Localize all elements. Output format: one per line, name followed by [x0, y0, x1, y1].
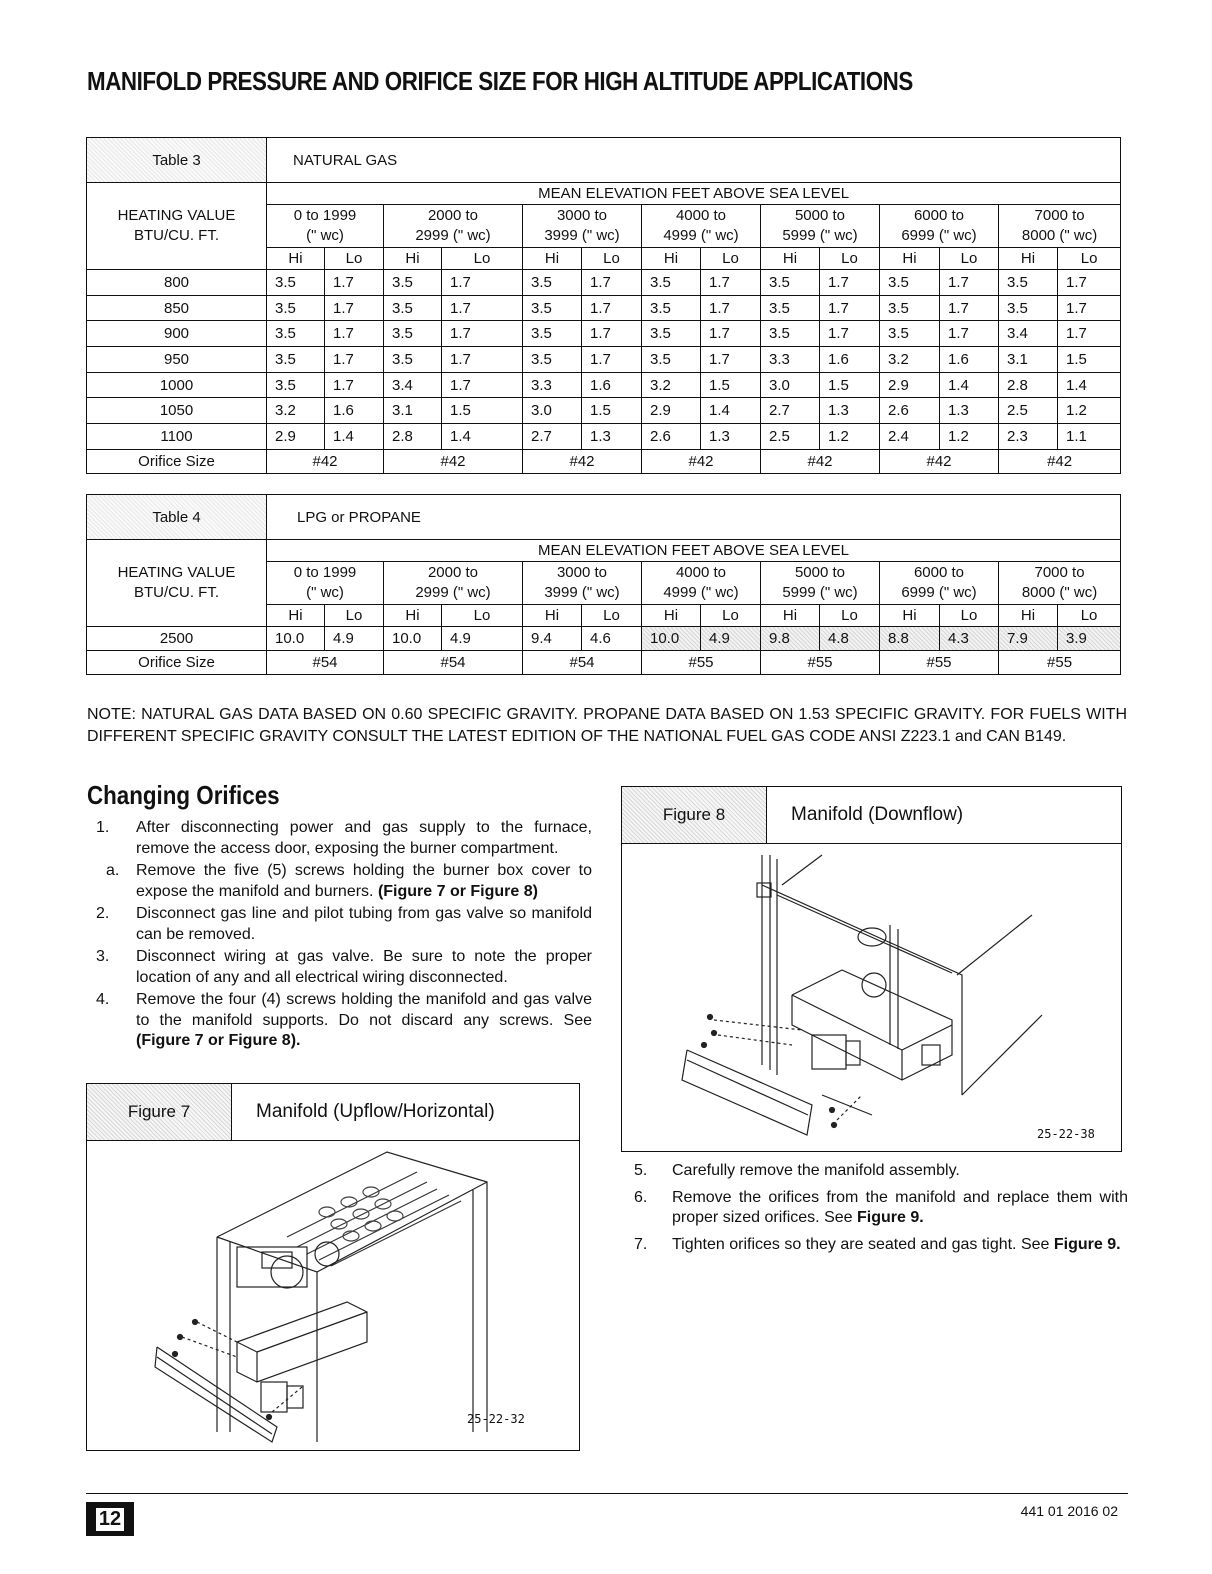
heating-value-cell: 800: [87, 270, 267, 296]
pressure-cell: 2.7: [761, 398, 820, 424]
pressure-cell: 1.7: [325, 295, 384, 321]
pressure-cell: 1.7: [442, 347, 523, 373]
page-number: 12: [86, 1502, 134, 1536]
pressure-cell: 1.4: [325, 424, 384, 450]
pressure-cell: 2.5: [999, 398, 1058, 424]
pressure-cell: 1.3: [940, 398, 999, 424]
table-row: [87, 321, 1121, 347]
pressure-cell: 1.4: [1058, 372, 1121, 398]
figure-8: [621, 786, 1122, 1152]
lo-header: Lo: [701, 605, 761, 627]
lo-header: Lo: [442, 605, 523, 627]
pressure-cell: 1.1: [1058, 424, 1121, 450]
heating-value-cell: 950: [87, 347, 267, 373]
elevation-range-3: 4000 to 4999 (" wc): [642, 205, 761, 248]
step-1: 1. After disconnecting power and gas supply to the furnace, remove the access door, exposing the burner compartment.: [96, 819, 592, 857]
orifice-size-cell: #42: [384, 449, 523, 473]
orifice-size-cell: #55: [880, 651, 999, 675]
pressure-cell: 1.6: [325, 398, 384, 424]
pressure-cell: 1.2: [940, 424, 999, 450]
orifice-size-cell: #42: [523, 449, 642, 473]
pressure-cell: 4.9: [325, 627, 384, 651]
pressure-cell: 1.7: [701, 347, 761, 373]
elevation-range-5: 6000 to 6999 (" wc): [880, 205, 999, 248]
pressure-cell: 1.7: [442, 321, 523, 347]
elevation-range-4: 5000 to 5999 (" wc): [761, 205, 880, 248]
pressure-cell: 3.5: [523, 347, 582, 373]
orifice-size-cell: #42: [880, 449, 999, 473]
lo-header: Lo: [325, 605, 384, 627]
pressure-cell: 1.7: [582, 321, 642, 347]
pressure-cell: 10.0: [267, 627, 325, 651]
orifice-size-cell: #42: [642, 449, 761, 473]
heating-value-cell: 2500: [87, 627, 267, 651]
figure8-label: Figure 8: [622, 787, 767, 843]
orifice-size-cell: #42: [267, 449, 384, 473]
figure8-manifold-drawing: [622, 845, 1121, 1147]
hi-header: Hi: [761, 605, 820, 627]
pressure-cell: 3.2: [267, 398, 325, 424]
hi-header: Hi: [384, 248, 442, 270]
pressure-cell: 1.5: [701, 372, 761, 398]
table-row: [87, 424, 1121, 450]
pressure-cell: 1.7: [1058, 321, 1121, 347]
pressure-cell: 2.3: [999, 424, 1058, 450]
document-number: 441 01 2016 02: [1020, 1503, 1118, 1519]
pressure-cell: 1.7: [1058, 270, 1121, 296]
pressure-cell: 1.7: [442, 372, 523, 398]
step-4: 4. Remove the four (4) screws holding the manifold and gas valve to the manifold supports. Do not discard any screws. See (Figure 7 or Figure 8).: [96, 991, 592, 1049]
figure-ref: (Figure 7 or Figure 8).: [136, 1032, 301, 1049]
orifice-size-cell: #42: [999, 449, 1121, 473]
elevation-range-0: 0 to 1999 (" wc): [267, 562, 384, 605]
orifice-size-cell: #54: [267, 651, 384, 675]
table3-label: Table 3: [87, 138, 267, 183]
orifice-size-cell: #54: [523, 651, 642, 675]
elevation-range-4: 5000 to 5999 (" wc): [761, 562, 880, 605]
heating-value-cell: 1050: [87, 398, 267, 424]
pressure-cell: 4.6: [582, 627, 642, 651]
hi-header: Hi: [523, 248, 582, 270]
hi-header: Hi: [999, 605, 1058, 627]
pressure-cell: 3.1: [384, 398, 442, 424]
hi-header: Hi: [880, 605, 940, 627]
figure7-label: Figure 7: [87, 1084, 232, 1140]
pressure-cell: 2.9: [642, 398, 701, 424]
pressure-cell: 2.9: [880, 372, 940, 398]
note-text: NOTE: NATURAL GAS DATA BASED ON 0.60 SPECIFIC GRAVITY. PROPANE DATA BASED ON 1.53 SPECIFIC GRAVITY. FOR FUELS WITH DIFFERENT SPECIFIC GRAVITY CONSULT THE LATEST EDITION OF THE NATIONAL FUEL GAS CODE ANSI Z223.1 and CAN B149.: [87, 706, 1127, 745]
table-row: [87, 627, 1121, 651]
pressure-cell: 3.0: [761, 372, 820, 398]
pressure-cell: 1.4: [442, 424, 523, 450]
pressure-cell: 1.7: [701, 295, 761, 321]
pressure-cell: 9.4: [523, 627, 582, 651]
lo-header: Lo: [442, 248, 523, 270]
pressure-cell: 3.5: [267, 372, 325, 398]
pressure-cell: 4.8: [820, 627, 880, 651]
hi-header: Hi: [523, 605, 582, 627]
figure-ref: Figure 9.: [1053, 1235, 1121, 1253]
steps-left: [96, 818, 592, 1054]
orifice-row: [87, 449, 1121, 473]
lo-header: Lo: [325, 248, 384, 270]
pressure-cell: 3.5: [267, 347, 325, 373]
lo-header: Lo: [1058, 605, 1121, 627]
pressure-cell: 1.4: [940, 372, 999, 398]
heating-value-cell: 1000: [87, 372, 267, 398]
table4-hv-header: HEATING VALUE BTU/CU. FT.: [87, 540, 267, 627]
table4-elevation-header: MEAN ELEVATION FEET ABOVE SEA LEVEL: [267, 540, 1121, 562]
pressure-cell: 2.9: [267, 424, 325, 450]
pressure-cell: 3.5: [523, 295, 582, 321]
pressure-cell: 3.5: [999, 295, 1058, 321]
pressure-cell: 1.5: [1058, 347, 1121, 373]
footer-rule: [86, 1493, 1128, 1494]
pressure-cell: 2.6: [880, 398, 940, 424]
pressure-cell: 1.3: [701, 424, 761, 450]
pressure-cell: 3.5: [880, 295, 940, 321]
pressure-cell: 3.3: [761, 347, 820, 373]
hi-header: Hi: [267, 248, 325, 270]
pressure-cell: 3.5: [880, 321, 940, 347]
pressure-cell: 1.7: [325, 321, 384, 347]
elevation-range-3: 4000 to 4999 (" wc): [642, 562, 761, 605]
pressure-cell: 1.7: [442, 270, 523, 296]
pressure-cell: 2.8: [999, 372, 1058, 398]
pressure-cell: 1.5: [820, 372, 880, 398]
pressure-cell: 3.5: [761, 270, 820, 296]
table-natural-gas: [86, 137, 1121, 474]
section-title: Changing Orifices: [87, 780, 280, 810]
elevation-range-5: 6000 to 6999 (" wc): [880, 562, 999, 605]
pressure-cell: 1.7: [701, 270, 761, 296]
pressure-cell: 2.7: [523, 424, 582, 450]
table-propane: [86, 494, 1121, 675]
pressure-cell: 3.5: [523, 270, 582, 296]
pressure-cell: 3.5: [523, 321, 582, 347]
elevation-range-6: 7000 to 8000 (" wc): [999, 205, 1121, 248]
orifice-size-cell: #55: [999, 651, 1121, 675]
orifice-size-cell: #55: [642, 651, 761, 675]
elevation-range-2: 3000 to 3999 (" wc): [523, 205, 642, 248]
pressure-cell: 1.7: [582, 347, 642, 373]
pressure-cell: 1.7: [442, 295, 523, 321]
figure8-code: 25-22-38: [1037, 1127, 1095, 1141]
heating-value-cell: 1100: [87, 424, 267, 450]
figure-7: [86, 1083, 580, 1451]
pressure-cell: 10.0: [384, 627, 442, 651]
figure7-title: Manifold (Upflow/Horizontal): [256, 1101, 495, 1122]
pressure-cell: 2.4: [880, 424, 940, 450]
table3-elevation-header: MEAN ELEVATION FEET ABOVE SEA LEVEL: [267, 183, 1121, 205]
pressure-cell: 3.5: [642, 321, 701, 347]
table-row: [87, 347, 1121, 373]
table-row: [87, 295, 1121, 321]
pressure-cell: 3.5: [384, 295, 442, 321]
pressure-cell: 3.2: [880, 347, 940, 373]
figure8-title: Manifold (Downflow): [791, 804, 964, 825]
lo-header: Lo: [582, 248, 642, 270]
pressure-cell: 3.2: [642, 372, 701, 398]
lo-header: Lo: [940, 248, 999, 270]
hi-header: Hi: [642, 605, 701, 627]
pressure-cell: 4.3: [940, 627, 999, 651]
orifice-row: [87, 651, 1121, 675]
lo-header: Lo: [820, 248, 880, 270]
hi-header: Hi: [999, 248, 1058, 270]
hi-header: Hi: [267, 605, 325, 627]
orifice-label: Orifice Size: [87, 651, 267, 675]
heating-value-cell: 850: [87, 295, 267, 321]
pressure-cell: 2.8: [384, 424, 442, 450]
pressure-cell: 1.4: [701, 398, 761, 424]
pressure-cell: 3.4: [384, 372, 442, 398]
pressure-cell: 1.7: [701, 321, 761, 347]
pressure-cell: 4.9: [701, 627, 761, 651]
pressure-cell: 3.5: [999, 270, 1058, 296]
pressure-cell: 1.6: [582, 372, 642, 398]
hi-header: Hi: [642, 248, 701, 270]
pressure-cell: 1.7: [940, 270, 999, 296]
pressure-cell: 3.5: [384, 347, 442, 373]
figure7-manifold-drawing: [87, 1142, 579, 1450]
pressure-cell: 1.5: [582, 398, 642, 424]
elevation-range-1: 2000 to 2999 (" wc): [384, 562, 523, 605]
lo-header: Lo: [582, 605, 642, 627]
lo-header: Lo: [1058, 248, 1121, 270]
pressure-cell: 1.2: [1058, 398, 1121, 424]
pressure-cell: 3.1: [999, 347, 1058, 373]
pressure-cell: 3.0: [523, 398, 582, 424]
page-title: MANIFOLD PRESSURE AND ORIFICE SIZE FOR HIGH ALTITUDE APPLICATIONS: [87, 66, 913, 96]
elevation-range-2: 3000 to 3999 (" wc): [523, 562, 642, 605]
pressure-cell: 3.5: [384, 321, 442, 347]
pressure-cell: 1.3: [582, 424, 642, 450]
pressure-cell: 2.5: [761, 424, 820, 450]
pressure-cell: 1.7: [325, 372, 384, 398]
pressure-cell: 10.0: [642, 627, 701, 651]
pressure-cell: 1.7: [1058, 295, 1121, 321]
pressure-cell: 1.2: [820, 424, 880, 450]
pressure-cell: 1.7: [940, 295, 999, 321]
table4-label: Table 4: [87, 495, 267, 540]
pressure-cell: 1.5: [442, 398, 523, 424]
lo-header: Lo: [940, 605, 999, 627]
pressure-cell: 1.7: [582, 295, 642, 321]
pressure-cell: 3.5: [267, 321, 325, 347]
table3-hv-header: HEATING VALUE BTU/CU. FT.: [87, 183, 267, 270]
step-6: 6. Remove the orifices from the manifold and replace them with proper sized orifices. See Figure 9.: [634, 1188, 1128, 1226]
step-3: 3. Disconnect wiring at gas valve. Be sure to note the proper location of any and all electrical wiring disconnected.: [96, 948, 592, 986]
pressure-cell: 2.6: [642, 424, 701, 450]
elevation-range-0: 0 to 1999 (" wc): [267, 205, 384, 248]
pressure-cell: 1.7: [940, 321, 999, 347]
elevation-range-1: 2000 to 2999 (" wc): [384, 205, 523, 248]
pressure-cell: 3.3: [523, 372, 582, 398]
hi-header: Hi: [761, 248, 820, 270]
table-row: [87, 398, 1121, 424]
pressure-cell: 3.4: [999, 321, 1058, 347]
orifice-size-cell: #54: [384, 651, 523, 675]
orifice-label: Orifice Size: [87, 449, 267, 473]
pressure-cell: 3.5: [761, 321, 820, 347]
pressure-cell: 3.5: [642, 347, 701, 373]
pressure-cell: 4.9: [442, 627, 523, 651]
pressure-cell: 1.7: [582, 270, 642, 296]
table-row: [87, 270, 1121, 296]
pressure-cell: 1.7: [820, 321, 880, 347]
table3-heading: NATURAL GAS: [267, 138, 1121, 183]
pressure-cell: 1.6: [820, 347, 880, 373]
pressure-cell: 3.5: [761, 295, 820, 321]
pressure-cell: 7.9: [999, 627, 1058, 651]
pressure-cell: 3.9: [1058, 627, 1121, 651]
pressure-cell: 3.5: [267, 295, 325, 321]
lo-header: Lo: [820, 605, 880, 627]
heating-value-cell: 900: [87, 321, 267, 347]
steps-right: [634, 1161, 1128, 1257]
orifice-size-cell: #55: [761, 651, 880, 675]
figure-ref: (Figure 7 or Figure 8): [377, 882, 538, 900]
pressure-cell: 1.6: [940, 347, 999, 373]
pressure-cell: 8.8: [880, 627, 940, 651]
hi-header: Hi: [384, 605, 442, 627]
table4-heading: LPG or PROPANE: [267, 495, 1121, 540]
pressure-cell: 1.3: [820, 398, 880, 424]
pressure-cell: 9.8: [761, 627, 820, 651]
figure-ref: Figure 9.: [856, 1209, 924, 1226]
step-2: 2. Disconnect gas line and pilot tubing from gas valve so manifold can be removed.: [96, 905, 592, 943]
pressure-cell: 1.7: [325, 270, 384, 296]
hi-header: Hi: [880, 248, 940, 270]
pressure-cell: 3.5: [642, 295, 701, 321]
elevation-range-6: 7000 to 8000 (" wc): [999, 562, 1121, 605]
step-a: a. Remove the five (5) screws holding the burner box cover to expose the manifold and burners. (Figure 7 or Figure 8): [106, 862, 592, 900]
pressure-cell: 1.7: [820, 295, 880, 321]
pressure-cell: 3.5: [267, 270, 325, 296]
lo-header: Lo: [701, 248, 761, 270]
pressure-cell: 3.5: [384, 270, 442, 296]
orifice-size-cell: #42: [761, 449, 880, 473]
step-7: 7. Tighten orifices so they are seated and gas tight. See Figure 9.: [634, 1235, 1121, 1253]
pressure-cell: 3.5: [642, 270, 701, 296]
pressure-cell: 1.7: [820, 270, 880, 296]
table-row: [87, 372, 1121, 398]
pressure-cell: 3.5: [880, 270, 940, 296]
step-5: 5. Carefully remove the manifold assembly.: [634, 1162, 960, 1179]
figure7-code: 25-22-32: [467, 1412, 525, 1426]
pressure-cell: 1.7: [325, 347, 384, 373]
